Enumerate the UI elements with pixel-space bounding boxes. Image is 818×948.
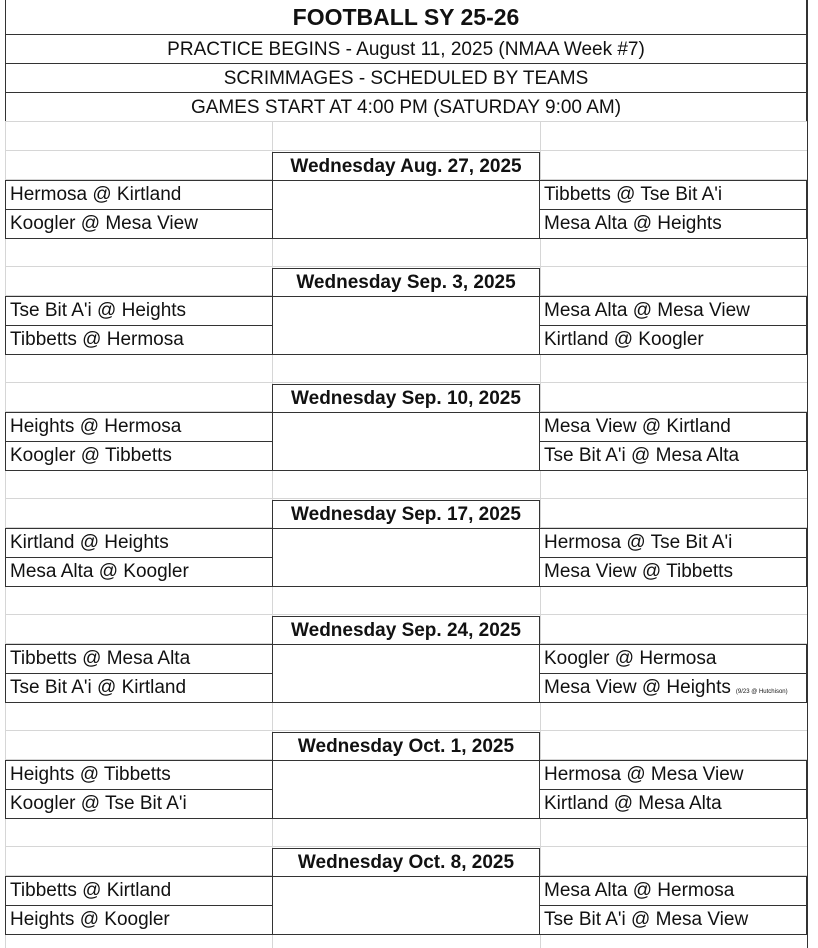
gridline	[5, 846, 807, 847]
practice-begins-line: PRACTICE BEGINS - August 11, 2025 (NMAA Week #7)	[5, 34, 807, 64]
empty-middle-cell	[272, 760, 540, 819]
week-block-5	[5, 616, 807, 703]
empty-middle-cell	[272, 412, 540, 471]
game-text: Mesa Alta @ Heights	[544, 213, 722, 234]
game-cell	[539, 209, 807, 239]
game-cell: Hermosa @ Tse Bit A'i	[539, 528, 807, 558]
game-text: Tse Bit A'i @ Mesa View	[544, 909, 749, 930]
empty-middle-cell	[272, 528, 540, 587]
game-cell: Koogler @ Tse Bit A'i	[5, 789, 273, 819]
game-cell	[539, 557, 807, 587]
game-note: (9/23 @ Hutchison)	[735, 689, 788, 695]
game-cell	[539, 441, 807, 471]
game-text: Mesa View @ Heights	[544, 677, 731, 698]
game-cell: Heights @ Tibbetts	[5, 760, 273, 790]
game-text: Mesa View @ Tibbetts	[544, 561, 733, 582]
gridline	[5, 121, 807, 122]
game-cell: Kirtland @ Heights	[5, 528, 273, 558]
game-cell	[539, 905, 807, 935]
week-block-6	[5, 732, 807, 819]
week-block-1	[5, 152, 807, 239]
week-block-2	[5, 268, 807, 355]
week-date: Wednesday Oct. 1, 2025	[272, 732, 540, 761]
week-date: Wednesday Sep. 10, 2025	[272, 384, 540, 413]
game-cell: Tibbetts @ Mesa Alta	[5, 644, 273, 674]
game-text: Kirtland @ Mesa Alta	[544, 793, 722, 814]
sheet-title: FOOTBALL SY 25-26	[5, 0, 807, 35]
game-cell: Heights @ Hermosa	[5, 412, 273, 442]
week-block-4	[5, 500, 807, 587]
week-date: Wednesday Sep. 24, 2025	[272, 616, 540, 645]
game-text: Kirtland @ Koogler	[544, 329, 704, 350]
gridline	[5, 730, 807, 731]
week-date: Wednesday Oct. 8, 2025	[272, 848, 540, 877]
game-cell	[539, 325, 807, 355]
game-cell: Koogler @ Hermosa	[539, 644, 807, 674]
week-date: Wednesday Sep. 3, 2025	[272, 268, 540, 297]
game-cell: Mesa Alta @ Hermosa	[539, 876, 807, 906]
week-date: Wednesday Sep. 17, 2025	[272, 500, 540, 529]
games-start-line: GAMES START AT 4:00 PM (SATURDAY 9:00 AM)	[5, 92, 807, 122]
game-cell: Koogler @ Tibbetts	[5, 441, 273, 471]
empty-middle-cell	[272, 296, 540, 355]
game-cell	[539, 789, 807, 819]
gridline	[5, 150, 807, 151]
game-cell: Koogler @ Mesa View	[5, 209, 273, 239]
game-cell: Mesa Alta @ Koogler	[5, 557, 273, 587]
game-cell: Mesa Alta @ Mesa View	[539, 296, 807, 326]
empty-middle-cell	[272, 644, 540, 703]
game-cell	[539, 673, 807, 703]
game-text: Tse Bit A'i @ Mesa Alta	[544, 445, 740, 466]
week-date: Wednesday Aug. 27, 2025	[272, 152, 540, 181]
empty-middle-cell	[272, 876, 540, 935]
game-cell: Tibbetts @ Hermosa	[5, 325, 273, 355]
game-cell: Tse Bit A'i @ Kirtland	[5, 673, 273, 703]
game-cell: Hermosa @ Mesa View	[539, 760, 807, 790]
gridline	[5, 266, 807, 267]
gridline	[5, 614, 807, 615]
game-cell: Hermosa @ Kirtland	[5, 180, 273, 210]
game-cell: Mesa View @ Kirtland	[539, 412, 807, 442]
week-block-7	[5, 848, 807, 935]
empty-middle-cell	[272, 180, 540, 239]
scrimmages-line: SCRIMMAGES - SCHEDULED BY TEAMS	[5, 63, 807, 93]
gridline	[5, 382, 807, 383]
gridline	[5, 498, 807, 499]
game-cell: Tibbetts @ Kirtland	[5, 876, 273, 906]
sheet-right-border	[807, 0, 808, 948]
week-block-3	[5, 384, 807, 471]
game-cell: Tse Bit A'i @ Heights	[5, 296, 273, 326]
game-cell: Tibbetts @ Tse Bit A'i	[539, 180, 807, 210]
game-cell: Heights @ Koogler	[5, 905, 273, 935]
